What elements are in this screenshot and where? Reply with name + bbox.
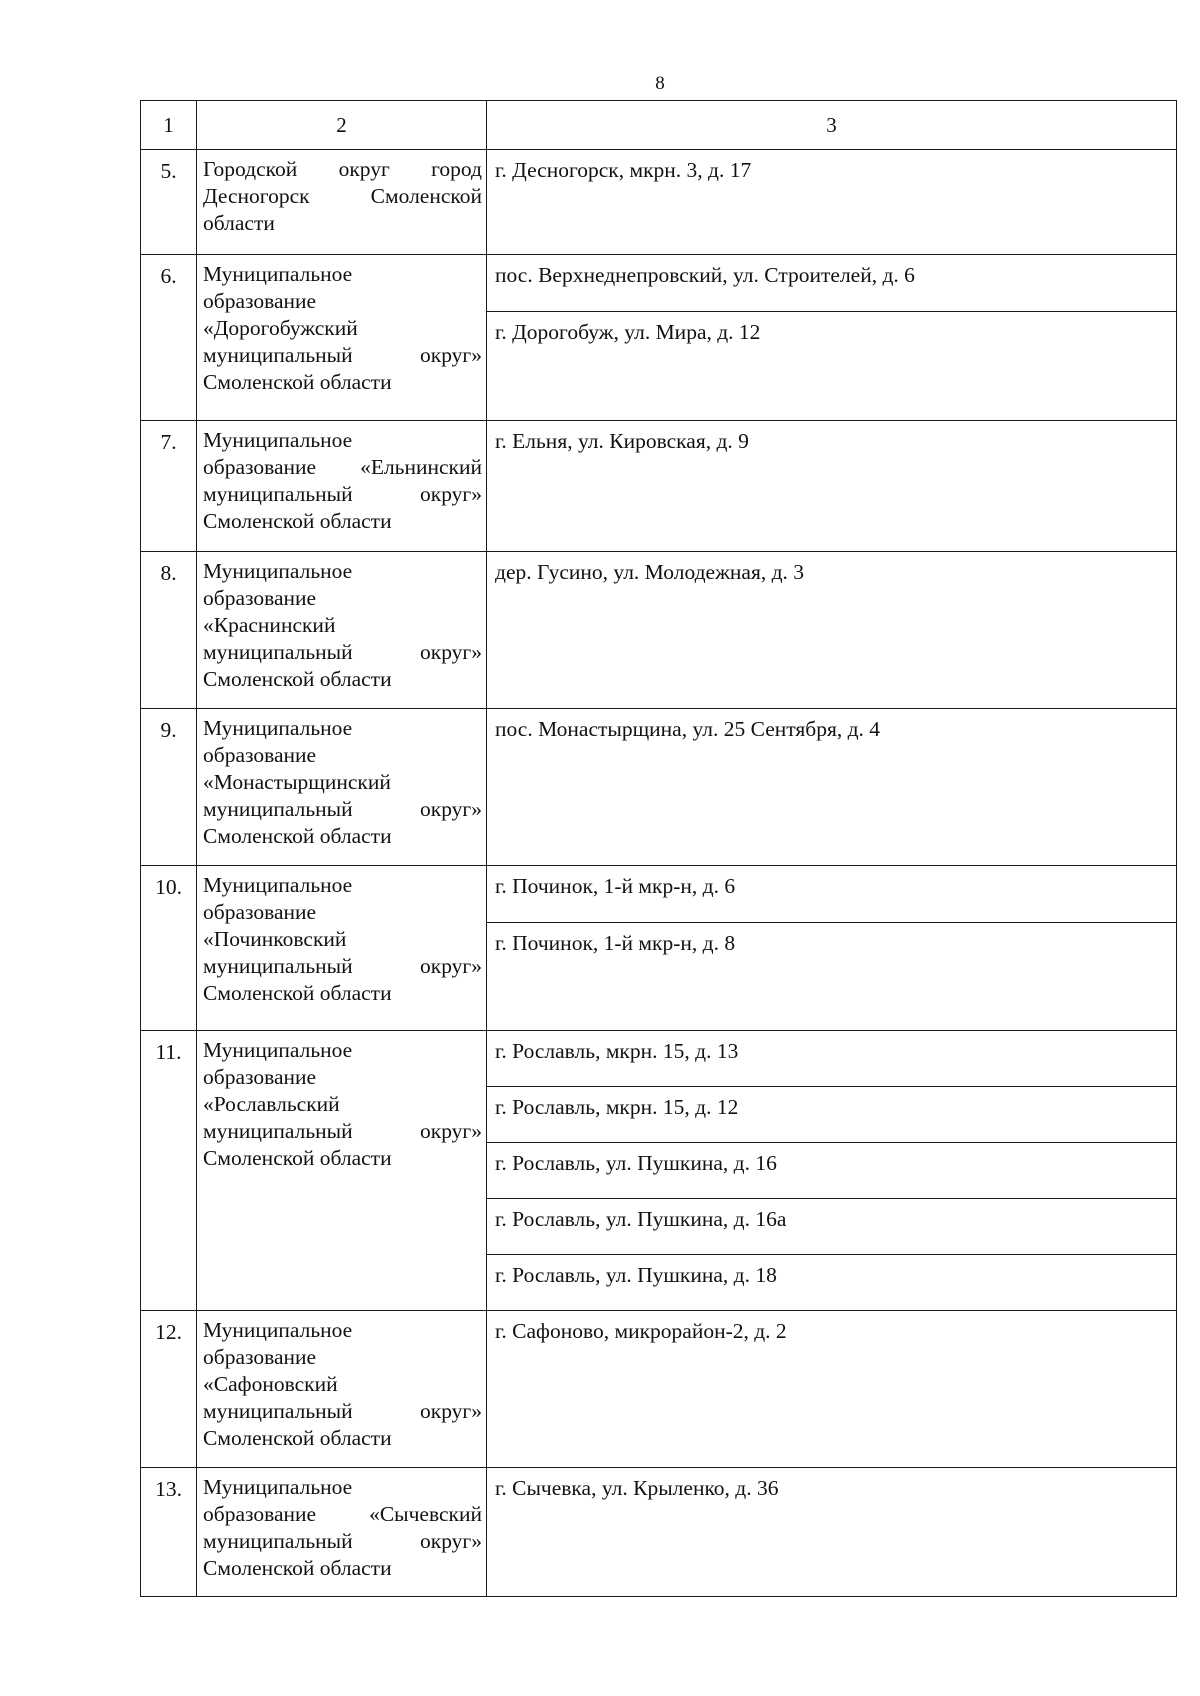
- address-cell: дер. Гусино, ул. Молодежная, д. 3: [487, 552, 1177, 709]
- header-row: [141, 101, 1177, 150]
- row-number: 8.: [141, 552, 197, 709]
- address-cell: г. Рославль, мкрн. 15, д. 13: [487, 1031, 1177, 1087]
- row-number: 9.: [141, 709, 197, 866]
- table-row: [141, 150, 1177, 255]
- municipality-name-line: Муниципальное: [203, 1038, 353, 1062]
- row-number: 7.: [141, 421, 197, 552]
- header-col-number: 1: [141, 101, 197, 150]
- table-body: [141, 101, 1177, 1597]
- row-number: 13.: [141, 1468, 197, 1597]
- address-cell: г. Сычевка, ул. Крыленко, д. 36: [487, 1468, 1177, 1597]
- row-number: 10.: [141, 866, 197, 1031]
- table-row: [141, 709, 1177, 866]
- municipality-name-line: образование: [203, 586, 317, 610]
- municipality-name-line: области: [203, 211, 275, 235]
- page-number: 8: [655, 73, 665, 94]
- municipality-name: [197, 1311, 487, 1468]
- municipality-name: [197, 150, 487, 255]
- municipality-name-line: Смоленской области: [203, 1426, 392, 1450]
- municipality-name: [197, 1468, 487, 1597]
- municipality-name-line: Муниципальное: [203, 262, 353, 286]
- municipality-name: [197, 255, 487, 421]
- address-cell: г. Рославль, мкрн. 15, д. 12: [487, 1087, 1177, 1143]
- municipality-name-line: Муниципальное: [203, 1318, 353, 1342]
- municipality-name-line: муниципальный округ»: [203, 1119, 482, 1143]
- municipality-name-line: Смоленской области: [203, 1556, 392, 1580]
- address-cell: пос. Монастырщина, ул. 25 Сентября, д. 4: [487, 709, 1177, 866]
- municipality-name-line: муниципальный округ»: [203, 1529, 482, 1553]
- municipality-name-line: муниципальный округ»: [203, 1399, 482, 1423]
- address-cell: г. Починок, 1-й мкр-н, д. 8: [487, 923, 1177, 1031]
- municipality-name-line: Городской округ город: [203, 157, 482, 181]
- row-number: 6.: [141, 255, 197, 421]
- municipality-name-line: образование «Ельнинский: [203, 455, 482, 479]
- address-cell: г. Ельня, ул. Кировская, д. 9: [487, 421, 1177, 552]
- header-col-address: 3: [487, 101, 1177, 150]
- municipality-name-line: Муниципальное: [203, 559, 353, 583]
- municipality-name-line: образование: [203, 1345, 317, 1369]
- municipality-name-line: Смоленской области: [203, 667, 392, 691]
- municipality-name-line: «Краснинский: [203, 613, 336, 637]
- table-row: [141, 1031, 1177, 1087]
- municipality-name-line: Муниципальное: [203, 873, 353, 897]
- municipality-name-line: Смоленской области: [203, 370, 392, 394]
- address-cell: пос. Верхнеднепровский, ул. Строителей, д. 6: [487, 255, 1177, 312]
- municipality-name-line: Смоленской области: [203, 509, 392, 533]
- municipality-name-line: образование «Сычевский: [203, 1502, 482, 1526]
- municipality-name-line: образование: [203, 743, 317, 767]
- municipal-address-table: [140, 100, 1177, 1597]
- municipality-name-line: Муниципальное: [203, 716, 353, 740]
- table-row: [141, 255, 1177, 312]
- municipality-name-line: «Сафоновский: [203, 1372, 338, 1396]
- address-cell: г. Десногорск, мкрн. 3, д. 17: [487, 150, 1177, 255]
- table-row: [141, 1311, 1177, 1468]
- address-cell: г. Рославль, ул. Пушкина, д. 16а: [487, 1199, 1177, 1255]
- municipality-name-line: образование: [203, 900, 317, 924]
- row-number: 12.: [141, 1311, 197, 1468]
- municipality-name: [197, 709, 487, 866]
- table-row: [141, 552, 1177, 709]
- municipality-name-line: муниципальный округ»: [203, 343, 482, 367]
- municipality-name: [197, 866, 487, 1031]
- municipality-name-line: «Дорогобужский: [203, 316, 358, 340]
- municipality-name-line: Муниципальное: [203, 428, 353, 452]
- municipality-name-line: Десногорск Смоленской: [203, 184, 482, 208]
- municipality-name-line: муниципальный округ»: [203, 482, 482, 506]
- municipality-name-line: муниципальный округ»: [203, 797, 482, 821]
- address-cell: г. Починок, 1-й мкр-н, д. 6: [487, 866, 1177, 923]
- municipality-name-line: Смоленской области: [203, 981, 392, 1005]
- header-col-municipality: 2: [197, 101, 487, 150]
- municipality-name: [197, 1031, 487, 1311]
- municipality-name-line: Смоленской области: [203, 824, 392, 848]
- table-row: [141, 1468, 1177, 1597]
- table-row: [141, 421, 1177, 552]
- address-cell: г. Сафоново, микрорайон-2, д. 2: [487, 1311, 1177, 1468]
- municipality-name: [197, 421, 487, 552]
- address-cell: г. Рославль, ул. Пушкина, д. 18: [487, 1255, 1177, 1311]
- municipality-name-line: муниципальный округ»: [203, 640, 482, 664]
- address-cell: г. Рославль, ул. Пушкина, д. 16: [487, 1143, 1177, 1199]
- municipality-name-line: «Починковский: [203, 927, 347, 951]
- municipality-name-line: образование: [203, 289, 317, 313]
- municipality-name-line: образование: [203, 1065, 317, 1089]
- municipality-name-line: Муниципальное: [203, 1475, 353, 1499]
- row-number: 5.: [141, 150, 197, 255]
- row-number: 11.: [141, 1031, 197, 1311]
- table-row: [141, 866, 1177, 923]
- municipality-name-line: «Рославльский: [203, 1092, 340, 1116]
- municipality-name-line: Смоленской области: [203, 1146, 392, 1170]
- municipality-name-line: «Монастырщинский: [203, 770, 391, 794]
- municipality-name: [197, 552, 487, 709]
- municipality-name-line: муниципальный округ»: [203, 954, 482, 978]
- address-cell: г. Дорогобуж, ул. Мира, д. 12: [487, 312, 1177, 421]
